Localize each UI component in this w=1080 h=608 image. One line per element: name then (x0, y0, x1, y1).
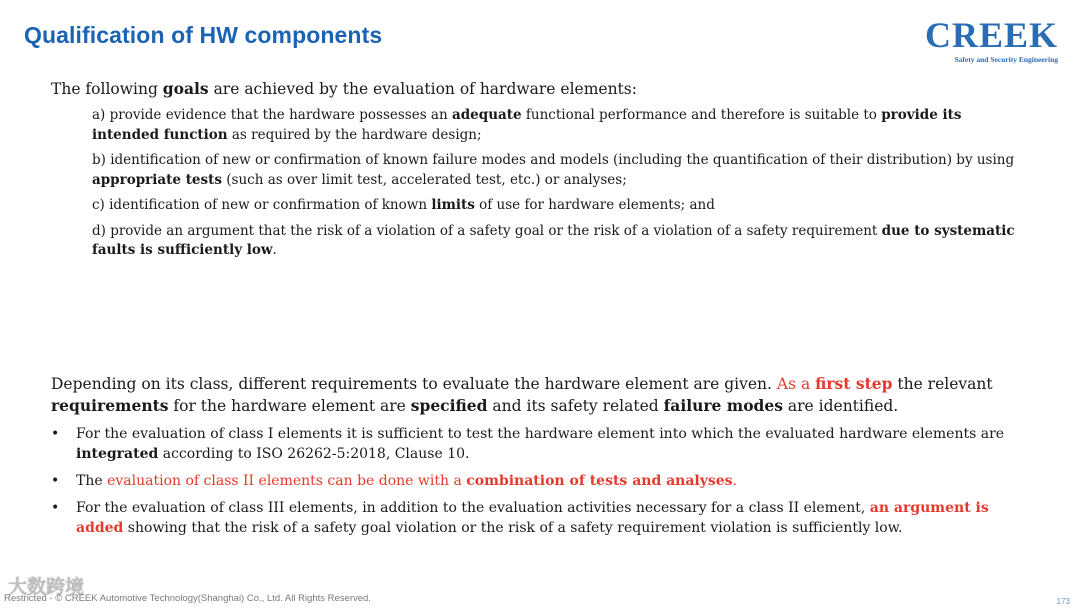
text-run: . (272, 242, 277, 258)
text-run-bold: appropriate tests (92, 171, 222, 188)
class-requirements-intro (51, 373, 1021, 417)
bullet-class-1 (51, 424, 1021, 464)
text-run-bold: due to systematic faults is sufficiently low (92, 222, 1015, 258)
text-run-highlight-bold: first step (815, 374, 893, 393)
bullet-dot: • (51, 473, 60, 489)
footer-copyright: Restricted - © CREEK Automotive Technology(Shanghai) Co., Ltd. All Rights Reserved. (4, 593, 371, 604)
text-run-bold: failure modes (663, 396, 783, 415)
text-run: showing that the risk of a safety goal violation or the risk of a safety requirement violation is sufficiently low. (123, 520, 903, 536)
goals-intro (51, 78, 1021, 100)
bullet-dot: • (51, 500, 60, 516)
text-run: as required by the hardware design; (227, 126, 482, 143)
text-run: (such as over limit test, accelerated test, etc.) or analyses; (221, 171, 627, 188)
text-run-bold: integrated (76, 446, 159, 462)
creek-logo (925, 16, 1058, 64)
watermark: 大数跨境 (8, 576, 85, 598)
text-run: For the evaluation of class III elements, in addition to the evaluation activities necessary for a class II element, (76, 500, 870, 516)
bullet-class-2 (51, 471, 1021, 491)
text-run: Depending on its class, different requirements to evaluate the hardware element are given. (51, 375, 777, 393)
goal-item-b (92, 151, 1027, 190)
text-run-bold: limits (431, 197, 475, 213)
text-run-bold: provide its intended function (92, 107, 962, 143)
text-run: b) identification of new or confirmation of known failure modes and models (including the quantification of their distribution) by using (92, 152, 1015, 168)
class-bullet-list (51, 424, 1021, 545)
text-run-highlight-bold: combination of tests and analyses (466, 473, 733, 489)
text-run: of use for hardware elements; and (474, 197, 715, 213)
text-run: The (76, 473, 108, 489)
text-run: and its safety related (487, 397, 664, 415)
text-run-bold: specified (410, 396, 488, 415)
page-number: 173 (1056, 597, 1070, 606)
text-run-highlight: As a (776, 375, 816, 393)
text-run-bold: adequate (451, 107, 522, 123)
text-run: are achieved by the evaluation of hardware elements: (208, 80, 637, 98)
text-run-bold: requirements (51, 396, 169, 415)
text-run: a) provide evidence that the hardware possesses an (92, 107, 452, 123)
text-run: functional performance and therefore is suitable to (521, 107, 882, 123)
text-run: d) provide an argument that the risk of a violation of a safety goal or the risk of a violation of a safety requirement (92, 222, 882, 239)
text-run-highlight: . (732, 473, 737, 489)
text-run: the relevant (892, 375, 993, 393)
text-run-highlight: evaluation of class II elements can be done with a (107, 473, 467, 489)
goal-item-d (92, 222, 1027, 261)
goals-list (92, 106, 1027, 267)
page-title: Qualification of HW components (24, 22, 383, 48)
text-run: according to ISO 26262-5:2018, Clause 10. (158, 446, 470, 462)
text-run-highlight-bold: an argument is added (76, 500, 989, 536)
text-run-bold: goals (162, 79, 209, 98)
logo-tagline: Safety and Security Engineering (954, 55, 1058, 64)
text-run: For the evaluation of class I elements it is sufficient to test the hardware element into which the evaluated hardware elements are (76, 426, 1005, 442)
text-run: for the hardware element are (168, 397, 411, 415)
logo-wordmark: CREEK (924, 15, 1058, 55)
goal-item-a (92, 106, 1027, 145)
bullet-dot: • (51, 426, 60, 442)
text-run: are identified. (782, 397, 899, 415)
text-run: The following (51, 80, 163, 98)
bullet-class-3 (51, 498, 1021, 538)
text-run: c) identification of new or confirmation of known (92, 197, 432, 213)
goal-item-c (92, 196, 1027, 216)
